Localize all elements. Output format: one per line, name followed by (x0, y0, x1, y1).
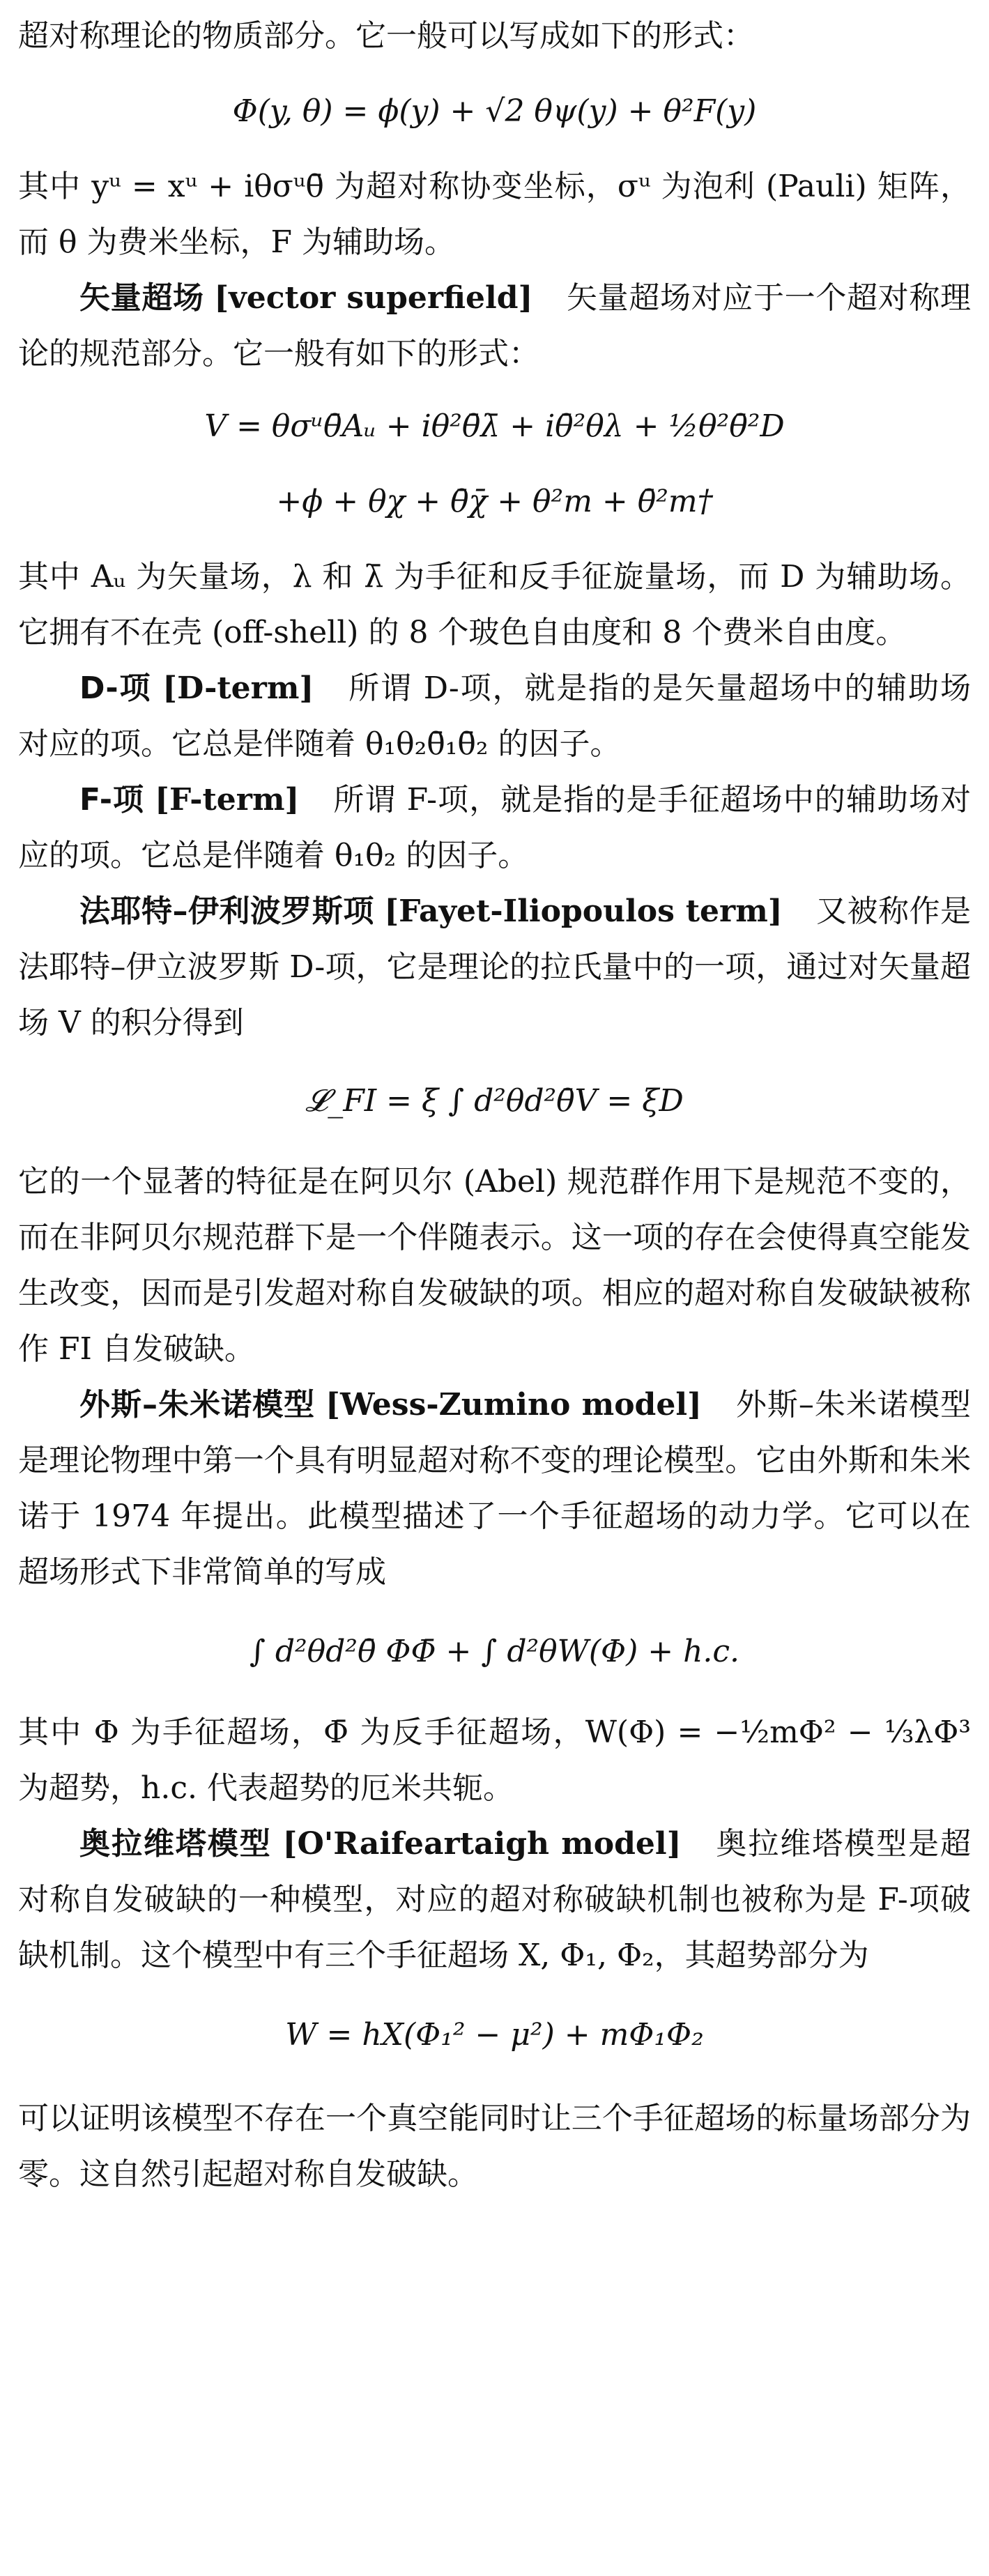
fayet-iliopoulos-body: 又被称作是法耶特–伊立波罗斯 D-项，它是理论的拉氏量中的一项，通过对矢量超场 V 的积分得到 (18, 894, 972, 1041)
vector-superfield-heading-en: [vector superfield] (214, 280, 533, 316)
oraifeartaigh-body: 奥拉维塔模型是超对称自发破缺的一种模型，对应的超对称破缺机制也被称为是 F-项破缺机制。这个模型中有三个手征超场 X, Φ₁, Φ₂，其超势部分为 (18, 1826, 972, 1973)
fayet-iliopoulos-notes: 它的一个显著的特征是在阿贝尔 (Abel) 规范群作用下是规范不变的，而在非阿贝尔规范群下是一个伴随表示。这一项的存在会使得真空能发生改变，因而是引发超对称自发破缺的项。相应的超对称自发破缺被称作 FI 自发破缺。 (18, 1164, 971, 1367)
d-term-entry (18, 661, 971, 772)
chiral-superfield-equation: Φ(y, θ) = ϕ(y) + √2 θψ(y) + θ²F(y) (232, 93, 757, 129)
vector-superfield-notes: 其中 Aᵤ 为矢量场，λ 和 λ̄ 为手征和反手征旋量场，而 D 为辅助场。它拥有不在壳 (off-shell) 的 8 个玻色自由度和 8 个费米自由度。 (18, 559, 971, 650)
wess-zumino-heading-en: [Wess-Zumino model] (325, 1387, 702, 1423)
wess-zumino-body: 外斯–朱米诺模型是理论物理中第一个具有明显超对称不变的理论模型。它由外斯和朱米诺于 1974 年提出。此模型描述了一个手征超场的动力学。它可以在超场形式下非常简单的写成 (18, 1387, 971, 1590)
wess-zumino-entry (18, 1377, 971, 1600)
fayet-iliopoulos-equation: 𝓛_FI = ξ ∫ d²θd²θ̄V = ξD (305, 1083, 684, 1119)
oraifeartaigh-notes: 可以证明该模型不存在一个真空能同时让三个手征超场的标量场部分为零。这自然引起超对称自发破缺。 (18, 2101, 971, 2192)
f-term-heading-en: [F-term] (155, 782, 300, 818)
oraifeartaigh-heading: 奥拉维塔模型 (79, 1826, 272, 1862)
vector-superfield-body: 矢量超场对应于一个超对称理论的规范部分。它一般有如下的形式： (18, 280, 971, 371)
wess-zumino-notes: 其中 Φ 为手征超场，Φ̄ 为反手征超场，W(Φ) = −½mΦ² − ⅓λΦ³ 为超势，h.c. 代表超势的厄米共轭。 (18, 1715, 971, 1806)
oraifeartaigh-entry (18, 1816, 971, 1984)
f-term-entry (18, 772, 971, 884)
fayet-iliopoulos-heading-en: [Fayet-Iliopoulos term] (384, 894, 783, 929)
f-term-heading: F-项 (79, 782, 145, 818)
d-term-heading-en: [D-term] (162, 670, 314, 706)
chiral-superfield-notes: 其中 yᵘ = xᵘ + iθσᵘθ̄ 为超对称协变坐标，σᵘ 为泡利 (Pauli) 矩阵，而 θ 为费米坐标，F 为辅助场。 (18, 169, 971, 260)
d-term-body: 所谓 D-项，就是指的是矢量超场中的辅助场对应的项。它总是伴随着 θ₁θ₂θ̄₁θ̄₂ 的因子。 (18, 670, 971, 762)
d-term-heading: D-项 (79, 670, 152, 706)
vector-superfield-equation-line2: +ϕ + θχ + θ̄χ̄ + θ²m + θ̄²m† (276, 484, 713, 519)
f-term-body: 所谓 F-项，就是指的是手征超场中的辅助场对应的项。它总是伴随着 θ₁θ₂ 的因子。 (18, 782, 971, 873)
vector-superfield-heading: 矢量超场 (79, 280, 204, 316)
wess-zumino-heading: 外斯–朱米诺模型 (79, 1387, 316, 1423)
chiral-superfield-intro: 超对称理论的物质部分。它一般可以写成如下的形式： (18, 18, 754, 54)
oraifeartaigh-equation: W = hX(Φ₁² − μ²) + mΦ₁Φ₂ (285, 2017, 704, 2053)
vector-superfield-entry (18, 270, 971, 382)
wess-zumino-equation: ∫ d²θd²θ̄ ΦΦ̄ + ∫ d²θW(Φ) + h.c. (249, 1634, 740, 1669)
fayet-iliopoulos-heading: 法耶特–伊利波罗斯项 (79, 894, 374, 929)
vector-superfield-equation-line1: V = θσᵘθ̄Aᵤ + iθ²θ̄λ̄ + iθ̄²θλ + ½θ²θ̄²D (204, 408, 785, 444)
fayet-iliopoulos-entry (18, 884, 971, 1051)
oraifeartaigh-heading-en: [O'Raifeartaigh model] (282, 1826, 682, 1862)
